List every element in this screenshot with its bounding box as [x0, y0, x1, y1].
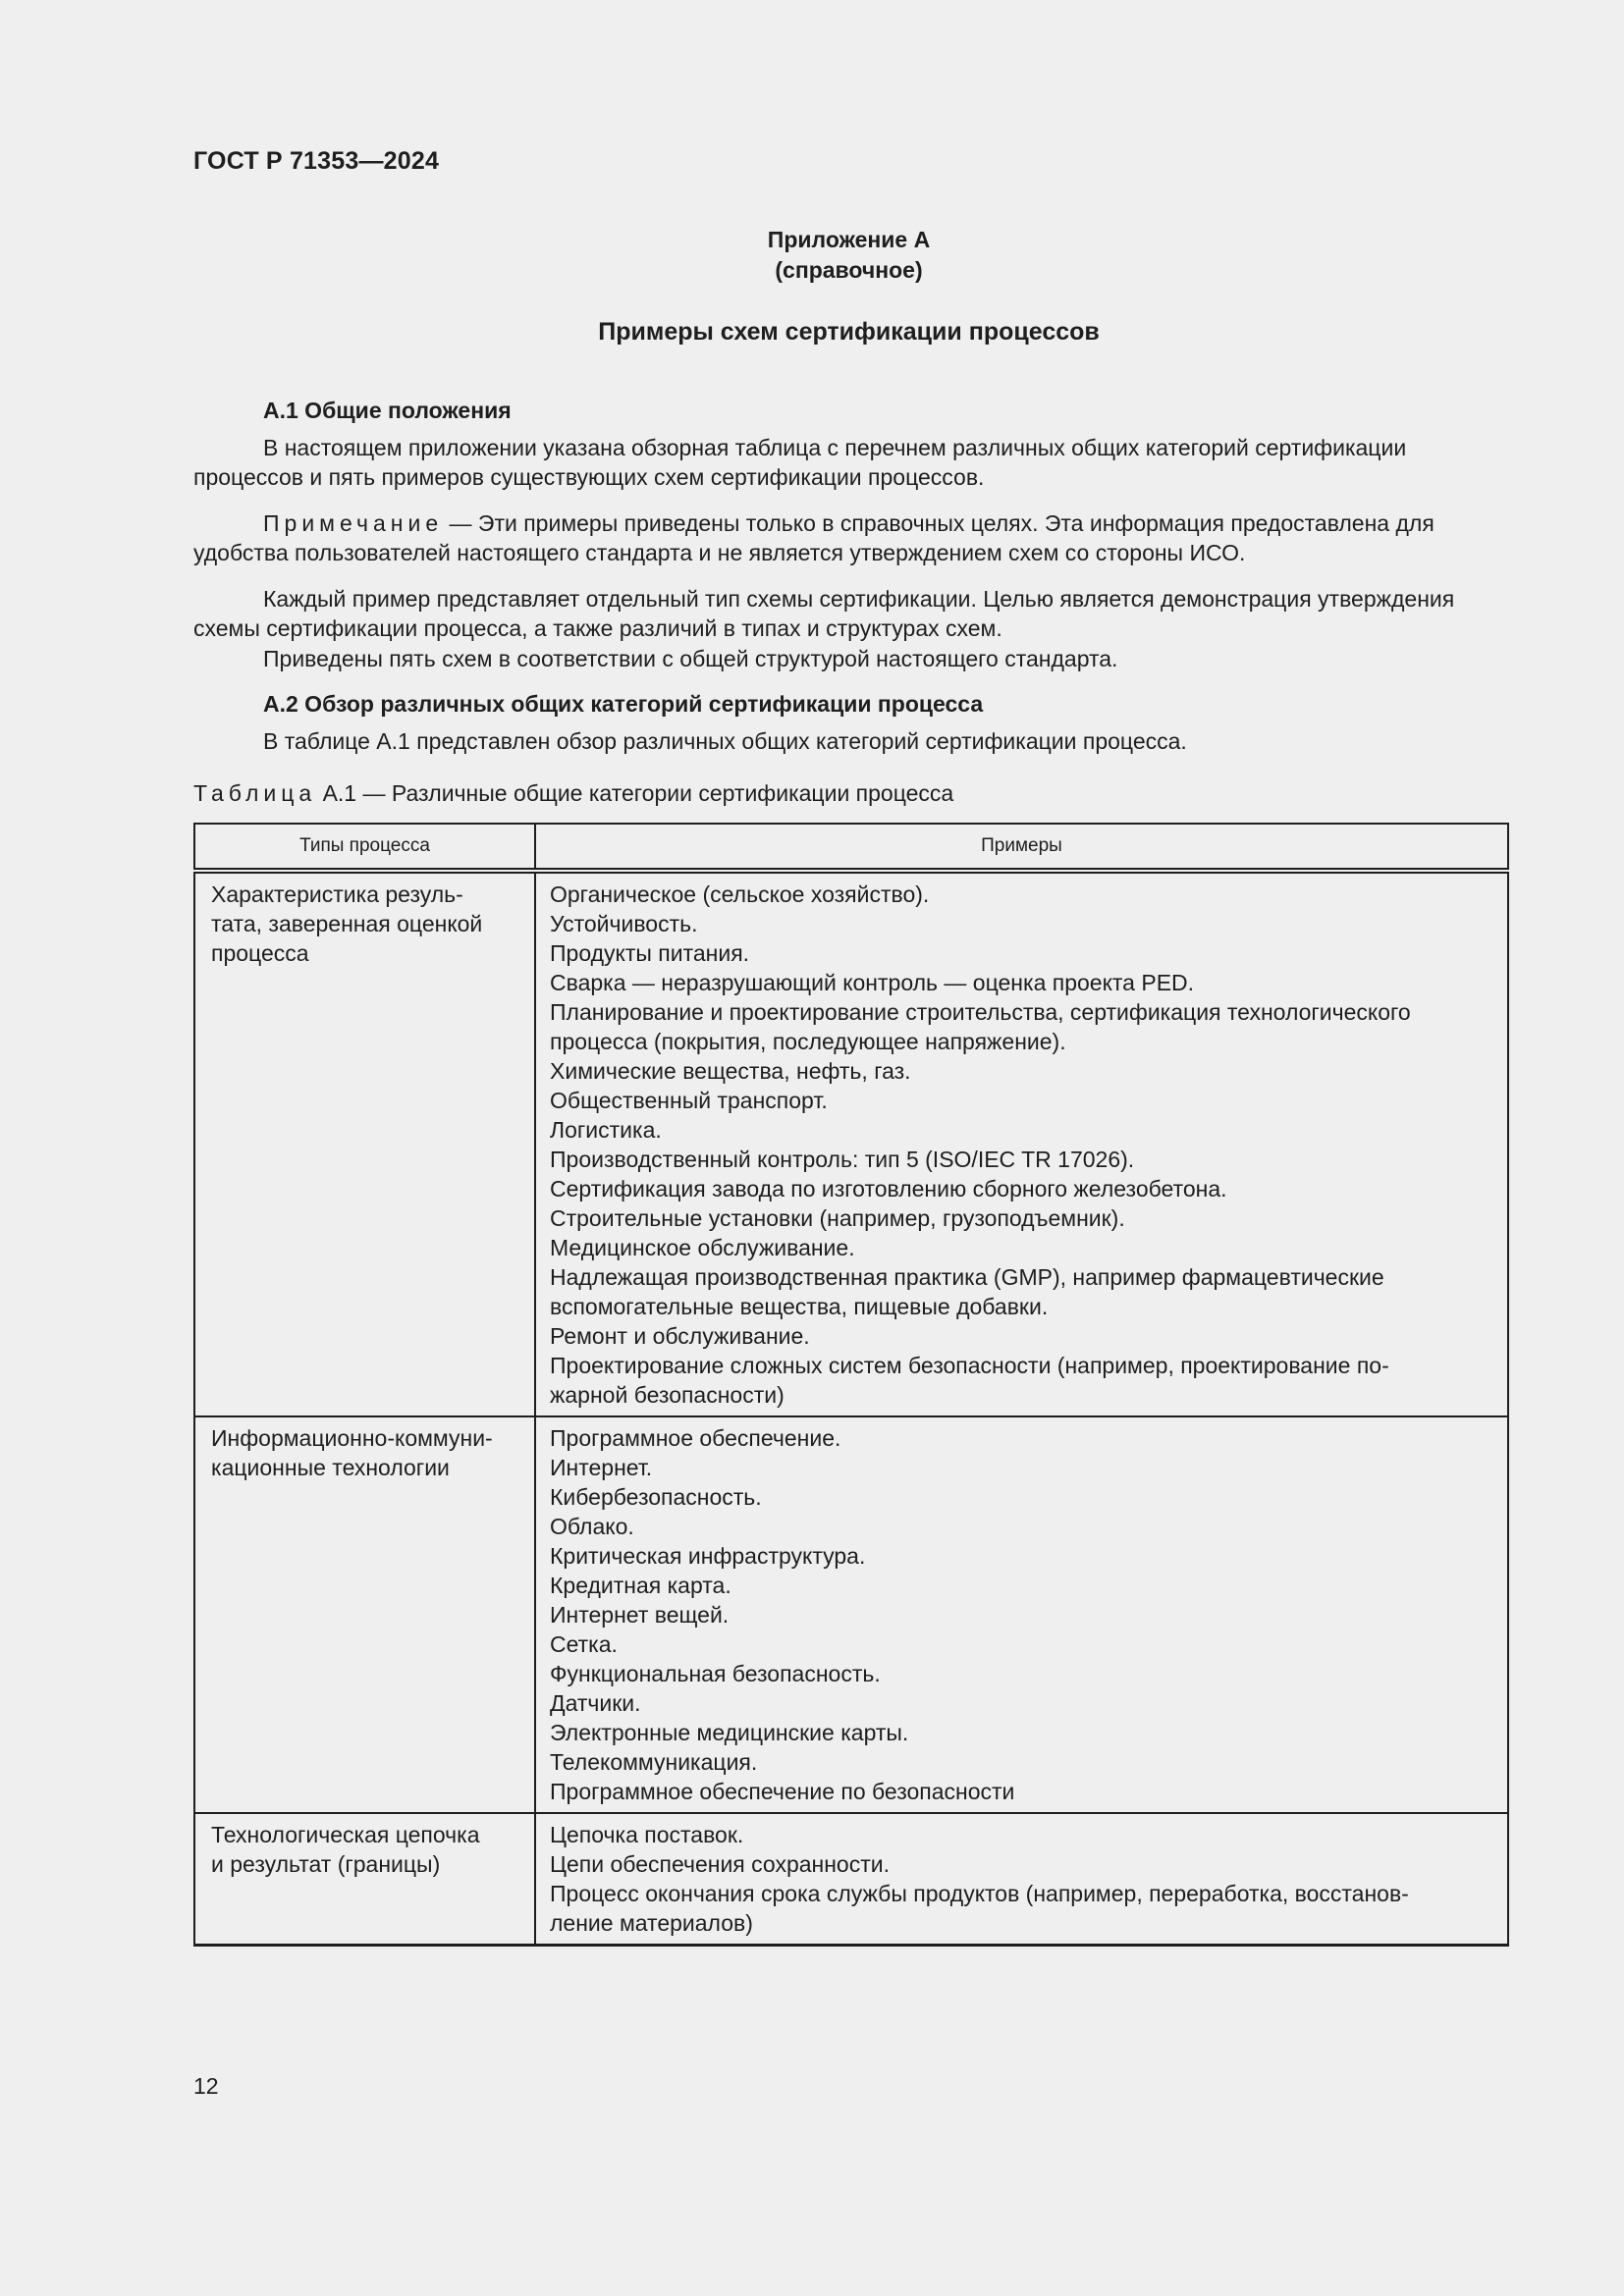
document-code: ГОСТ Р 71353—2024: [193, 147, 440, 175]
example-line: Программное обеспечение по безопасности: [550, 1779, 1015, 1804]
example-line: Электронные медицинские карты.: [550, 1720, 909, 1745]
example-line: Датчики.: [550, 1690, 641, 1716]
note-text: — Эти примеры приведены только в справочных целях. Эта информация предоставлена для удобства пользователей настоящего стандарта и не является утверждением схем со стороны ИСО.: [193, 510, 1435, 565]
example-line: Ремонт и обслуживание.: [550, 1323, 810, 1349]
type-line: Информационно-коммуни-: [211, 1425, 493, 1451]
example-line: Органическое (сельское хозяйство).: [550, 881, 930, 907]
table-caption-label: Таблица: [193, 780, 317, 806]
table-row: [194, 1416, 1508, 1813]
process-type-cell: [194, 1416, 535, 1813]
example-line: Медицинское обслуживание.: [550, 1235, 855, 1260]
example-line: Надлежащая производственная практика (GMP), например фармацевтические: [550, 1264, 1384, 1290]
examples-cell: [535, 871, 1508, 1416]
example-line: Строительные установки (например, грузоподъемник).: [550, 1205, 1125, 1231]
paragraph-2: Каждый пример представляет отдельный тип схемы сертификации. Целью является демонстрация утверждения схемы сертификации процесса, а также различий в типах и структурах схем.: [193, 586, 1455, 641]
table-header-row: [194, 824, 1508, 871]
note-paragraph: [193, 508, 1509, 567]
section-a2-paragraph: В таблице А.1 представлен обзор различных общих категорий сертификации процесса.: [263, 728, 1187, 754]
appendix-main-title: Примеры схем сертификации процессов: [598, 318, 1100, 346]
table-caption: [193, 780, 953, 807]
example-line: Устойчивость.: [550, 911, 698, 936]
type-line: Технологическая цепочка: [211, 1822, 480, 1847]
example-line: Химические вещества, нефть, газ.: [550, 1058, 911, 1084]
note-label: Примечание: [263, 510, 444, 536]
examples-cell: [535, 1813, 1508, 1946]
header-process-types: Типы процесса: [194, 824, 535, 871]
example-line: ление материалов): [550, 1910, 753, 1936]
example-line: Функциональная безопасность.: [550, 1661, 881, 1686]
example-line: Проектирование сложных систем безопасности (например, проектирование по-: [550, 1353, 1389, 1378]
example-line: Производственный контроль: тип 5 (ISO/IEC TR 17026).: [550, 1147, 1135, 1172]
examples-cell: [535, 1416, 1508, 1813]
section-a2-heading: А.2 Обзор различных общих категорий сертификации процесса: [263, 691, 984, 717]
example-line: Продукты питания.: [550, 940, 750, 966]
appendix-title: Приложение А: [767, 227, 931, 252]
example-line: Программное обеспечение.: [550, 1425, 841, 1451]
example-line: Цепочка поставок.: [550, 1822, 744, 1847]
example-line: Кибербезопасность.: [550, 1484, 762, 1510]
example-line: Планирование и проектирование строительства, сертификация технологического: [550, 999, 1411, 1025]
type-line: и результат (границы): [211, 1851, 441, 1877]
example-line: Сетка.: [550, 1631, 618, 1657]
section-a1-heading: А.1 Общие положения: [263, 398, 512, 423]
example-line: Критическая инфраструктура.: [550, 1543, 866, 1569]
example-line: Цепи обеспечения сохранности.: [550, 1851, 890, 1877]
example-line: Телекоммуникация.: [550, 1749, 758, 1775]
example-line: Сертификация завода по изготовлению сборного железобетона.: [550, 1176, 1227, 1201]
categories-table: [193, 823, 1509, 1947]
example-line: Облако.: [550, 1514, 634, 1539]
page-number: 12: [193, 2073, 219, 2099]
example-line: Сварка — неразрушающий контроль — оценка проекта PED.: [550, 970, 1195, 995]
section-a1-paragraph: В настоящем приложении указана обзорная таблица с перечнем различных общих категорий сертификации процессов и пять примеров существующих схем сертификации процессов.: [193, 435, 1407, 490]
example-line: Интернет.: [550, 1455, 653, 1480]
example-line: вспомогательные вещества, пищевые добавки.: [550, 1294, 1049, 1319]
type-line: процесса: [211, 940, 309, 966]
example-line: жарной безопасности): [550, 1382, 785, 1408]
table-caption-text: А.1 — Различные общие категории сертификации процесса: [316, 780, 954, 806]
example-line: процесса (покрытия, последующее напряжение).: [550, 1029, 1066, 1054]
example-line: Интернет вещей.: [550, 1602, 730, 1628]
example-line: Общественный транспорт.: [550, 1088, 828, 1113]
process-type-cell: [194, 1813, 535, 1946]
example-line: Логистика.: [550, 1117, 662, 1143]
appendix-kind: (справочное): [775, 257, 923, 283]
example-line: Процесс окончания срока службы продуктов (например, переработка, восстанов-: [550, 1881, 1409, 1906]
type-line: тата, заверенная оценкой: [211, 911, 483, 936]
type-line: Характеристика резуль-: [211, 881, 463, 907]
paragraph-3: Приведены пять схем в соответствии с общей структурой настоящего стандарта.: [263, 646, 1118, 671]
header-examples: Примеры: [535, 824, 1508, 871]
process-type-cell: [194, 871, 535, 1416]
example-line: Кредитная карта.: [550, 1573, 731, 1598]
table-row: [194, 871, 1508, 1416]
type-line: кационные технологии: [211, 1455, 450, 1480]
table-row: [194, 1813, 1508, 1946]
